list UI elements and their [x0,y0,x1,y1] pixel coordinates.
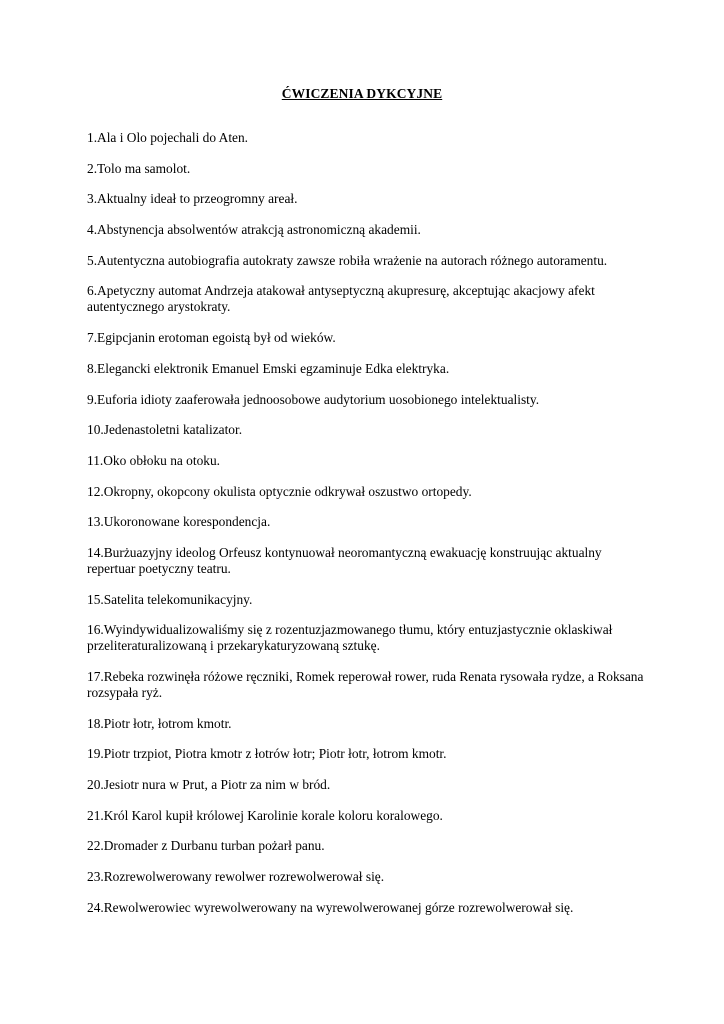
list-item: 23.Rozrewolwerowany rewolwer rozrewolwerował się. [87,869,385,885]
list-item: 24.Rewolwerowiec wyrewolwerowany na wyrewolwerowanej górze rozrewolwerował się. [87,899,574,915]
exercise-list [87,130,647,931]
list-item: 6.Apetyczny automat Andrzeja atakował antyseptyczną akupresurę, akceptując akacjowy afekt autentycznego arystokraty. [87,283,595,315]
list-item: 10.Jedenastoletni katalizator. [87,422,243,438]
list-item: 7.Egipcjanin erotoman egoistą był od wieków. [87,330,336,346]
list-item: 18.Piotr łotr, łotrom kmotr. [87,715,232,731]
list-item: 11.Oko obłoku na otoku. [87,452,221,468]
list-item: 16.Wyindywidualizowaliśmy się z rozentuzjazmowanego tłumu, który entuzjastycznie oklaskiwał przeliteraturalizowaną i przekarykaturyzowaną sztukę. [87,622,613,654]
list-item: 17.Rebeka rozwinęła różowe ręczniki, Romek reperował rower, ruda Renata rysowała rydze, a Roksana rozsypała ryż. [87,669,644,700]
list-item: 8.Elegancki elektronik Emanuel Emski egzaminuje Edka elektryka. [87,360,450,376]
list-item: 5.Autentyczna autobiografia autokraty zawsze robiła wrażenie na autorach różnego autoramentu. [87,252,608,268]
list-item: 2.Tolo ma samolot. [87,160,191,176]
list-item: 21.Król Karol kupił królowej Karolinie korale koloru koralowego. [87,807,443,823]
list-item: 3.Aktualny ideał to przeogromny areał. [87,191,298,207]
page-title: ĆWICZENIA DYKCYJNE [281,86,443,101]
list-item: 9.Euforia idioty zaaferowała jednoosobowe audytorium uosobionego intelektualisty. [87,391,540,407]
list-item: 13.Ukoronowane korespondencja. [87,514,271,530]
list-item: 1.Ala i Olo pojechali do Aten. [87,130,249,145]
list-item: 12.Okropny, okopcony okulista optycznie odkrywał oszustwo ortopedy. [87,483,472,499]
list-item: 4.Abstynencja absolwentów atrakcją astronomiczną akademii. [87,222,421,238]
list-item: 22.Dromader z Durbanu turban pożarł panu. [87,838,325,854]
list-item: 14.Burżuazyjny ideolog Orfeusz kontynuował neoromantyczną ewakuację konstruując aktualny repertuar poetyczny teatru. [87,544,602,576]
list-item: 20.Jesiotr nura w Prut, a Piotr za nim w bród. [87,777,331,793]
list-item: 15.Satelita telekomunikacyjny. [87,591,253,607]
list-item: 19.Piotr trzpiot, Piotra kmotr z łotrów łotr; Piotr łotr, łotrom kmotr. [87,746,447,762]
